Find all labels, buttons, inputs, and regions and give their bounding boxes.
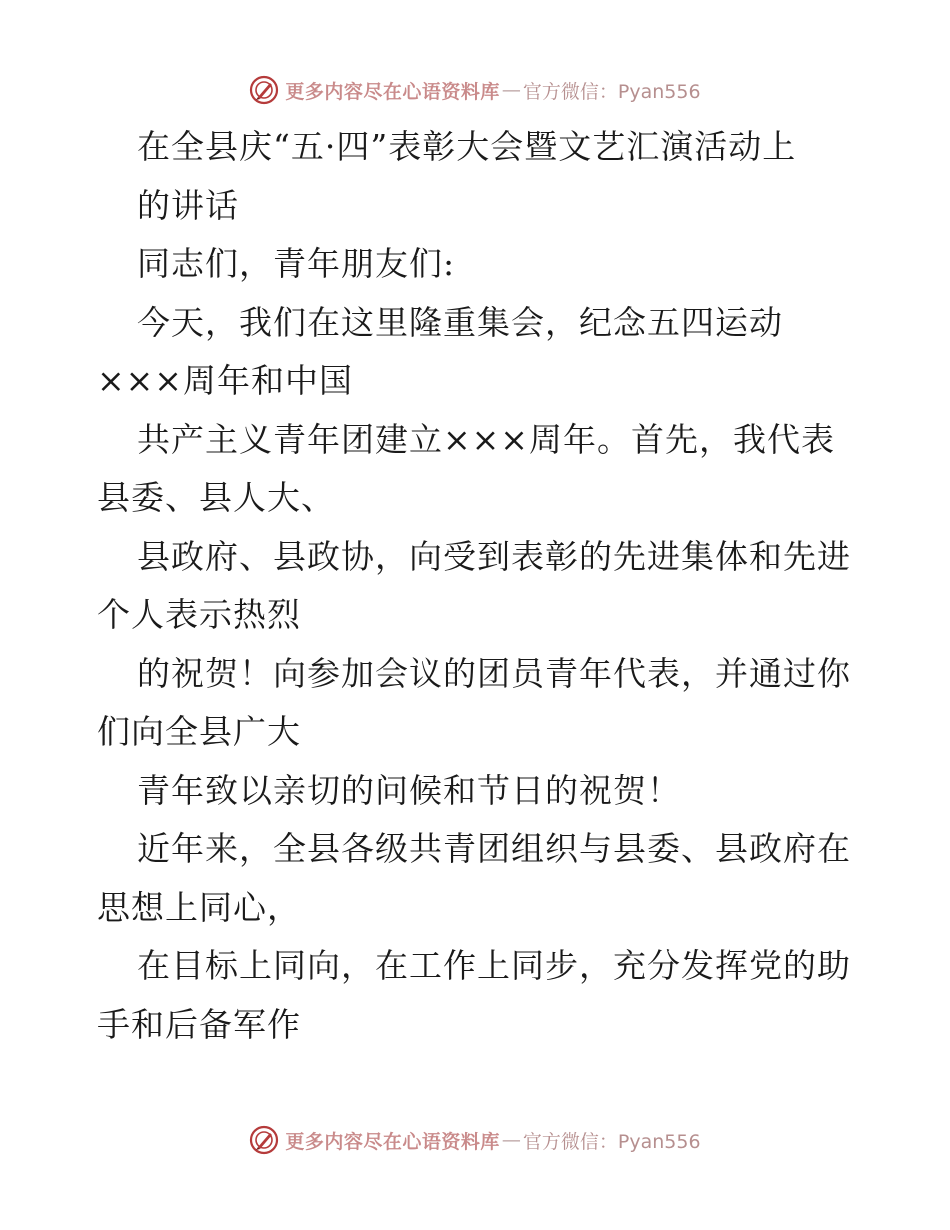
footer-banner-dash: — <box>501 1129 521 1151</box>
footer-banner-wechat: 官方微信：Pyan556 <box>522 1130 701 1153</box>
paragraph-line: 个人表示热烈 <box>97 595 301 634</box>
pen-logo-icon <box>249 75 279 105</box>
pen-logo-icon <box>249 1125 279 1155</box>
header-banner-wechat: 官方微信：Pyan556 <box>522 80 701 103</box>
paragraph-line: 县委、县人大、 <box>97 478 335 517</box>
salutation: 同志们，青年朋友们: <box>137 244 456 283</box>
paragraph-line: 手和后备军作 <box>97 1004 301 1044</box>
paragraph-line: 青年致以亲切的问候和节日的祝贺！ <box>137 770 681 810</box>
paragraph-line: 在目标上同向，在工作上同步，充分发挥党的助 <box>137 946 851 985</box>
header-banner-dash: — <box>501 79 521 101</box>
footer-banner <box>0 1122 950 1158</box>
document-title-line-2: 的讲话 <box>137 185 239 225</box>
paragraph-line: 思想上同心， <box>97 887 301 927</box>
header-banner-title: 更多内容尽在心语资料库 <box>285 80 500 103</box>
paragraph-line: 们向全县广大 <box>97 712 301 751</box>
paragraph-line: 近年来，全县各级共青团组织与县委、县政府在 <box>137 829 851 868</box>
header-banner <box>0 72 950 108</box>
paragraph-line: 的祝贺！向参加会议的团员青年代表，并通过你 <box>137 653 851 693</box>
paragraph-line: ×××周年和中国 <box>97 361 353 400</box>
paragraph-line: 共产主义青年团建立×××周年。首先，我代表 <box>137 419 835 459</box>
paragraph-line: 县政府、县政协，向受到表彰的先进集体和先进 <box>137 536 851 576</box>
document-body <box>97 118 857 1054</box>
footer-banner-title: 更多内容尽在心语资料库 <box>285 1130 500 1153</box>
paragraph-line: 今天，我们在这里隆重集会，纪念五四运动 <box>137 302 783 342</box>
document-title-line-1: 在全县庆“五·四”表彰大会暨文艺汇演活动上 <box>137 127 797 166</box>
